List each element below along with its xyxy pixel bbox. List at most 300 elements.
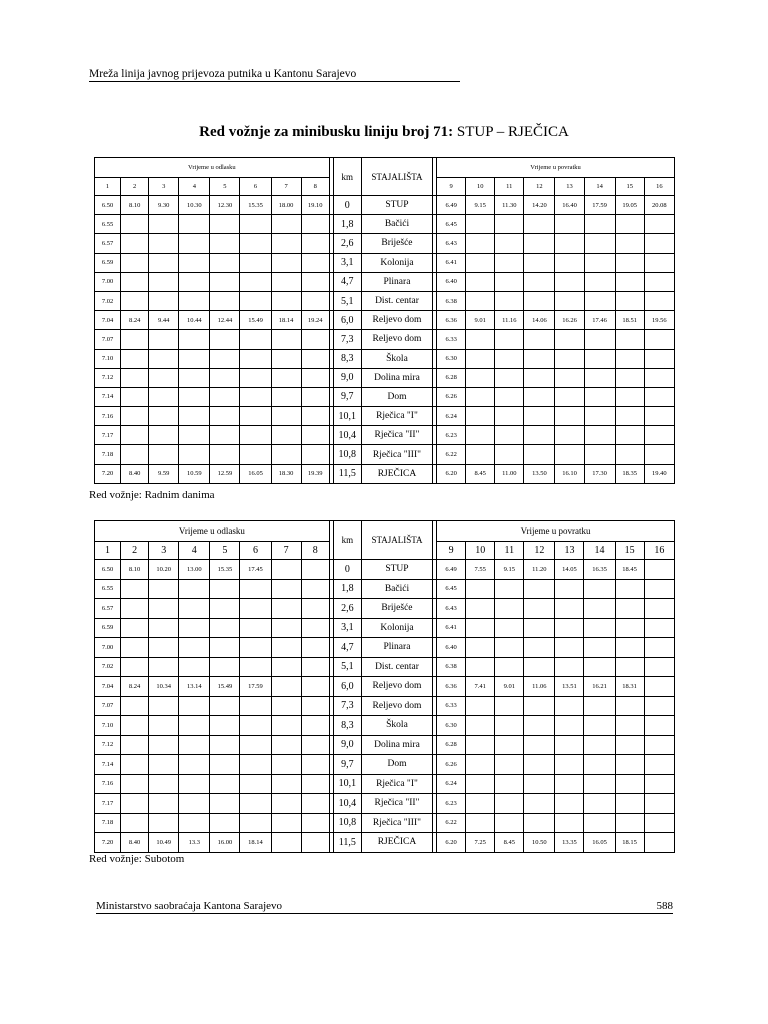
stop-name: RJEČICA [361, 464, 432, 483]
departure-time [301, 599, 329, 619]
departure-time: 8.10 [121, 196, 149, 215]
return-time: 13.50 [524, 464, 555, 483]
departure-col-number: 2 [121, 178, 149, 196]
departure-time: 12.44 [210, 311, 240, 330]
departure-time: 18.30 [271, 464, 301, 483]
return-time [555, 272, 584, 291]
departure-time: 13.00 [179, 560, 210, 580]
km-value: 11,5 [333, 464, 361, 483]
departure-time [271, 426, 301, 445]
return-time: 11.06 [524, 677, 555, 697]
departure-time: 10.20 [149, 560, 179, 580]
stop-name: Reljevo dom [361, 330, 432, 349]
return-time [615, 426, 644, 445]
km-value: 1,8 [333, 579, 361, 599]
return-time [495, 445, 524, 464]
return-time: 6.36 [437, 677, 466, 697]
departure-time [271, 735, 301, 755]
departure-time [210, 445, 240, 464]
departure-time: 15.35 [210, 560, 240, 580]
departure-time [210, 657, 240, 677]
return-time [524, 794, 555, 814]
return-time [555, 696, 584, 716]
document-footer [96, 900, 673, 914]
departure-time [179, 234, 210, 253]
departure-time [271, 579, 301, 599]
departure-time [149, 349, 179, 368]
return-time [495, 579, 524, 599]
departure-time: 10.49 [149, 833, 179, 853]
return-time [615, 215, 644, 234]
departure-time [271, 755, 301, 775]
departure-time [271, 368, 301, 387]
return-col-number: 10 [466, 542, 495, 560]
departure-time [301, 272, 329, 291]
return-time [615, 696, 644, 716]
return-time [466, 774, 495, 794]
return-time [615, 407, 644, 426]
departure-time: 8.24 [121, 677, 149, 697]
return-time [524, 813, 555, 833]
departure-time [179, 755, 210, 775]
return-time: 6.28 [437, 735, 466, 755]
stop-name: Reljevo dom [361, 677, 432, 697]
return-time [615, 638, 644, 658]
departure-time [179, 253, 210, 272]
departure-time [271, 387, 301, 406]
departure-time [301, 774, 329, 794]
departure-time: 7.10 [95, 349, 121, 368]
return-time [644, 349, 674, 368]
km-value: 3,1 [333, 253, 361, 272]
return-time [466, 696, 495, 716]
return-time: 6.24 [437, 407, 466, 426]
departure-time [121, 330, 149, 349]
departure-time [210, 330, 240, 349]
return-time: 6.40 [437, 272, 466, 291]
km-value: 2,6 [333, 234, 361, 253]
return-time [524, 774, 555, 794]
departure-time [271, 253, 301, 272]
departure-time [149, 657, 179, 677]
departure-time [301, 330, 329, 349]
km-value: 10,4 [333, 426, 361, 445]
table-row [95, 330, 675, 349]
return-col-number: 9 [437, 178, 466, 196]
timetable-saturday [94, 520, 675, 853]
departure-time [210, 599, 240, 619]
departure-time [301, 677, 329, 697]
departure-time: 6.57 [95, 234, 121, 253]
return-time: 17.30 [584, 464, 615, 483]
km-value: 10,4 [333, 794, 361, 814]
table-row [95, 349, 675, 368]
km-value: 11,5 [333, 833, 361, 853]
return-time [584, 330, 615, 349]
return-time [555, 349, 584, 368]
return-time [584, 599, 615, 619]
departure-time [240, 813, 271, 833]
departure-time: 8.10 [121, 560, 149, 580]
departure-time [240, 638, 271, 658]
return-time [584, 774, 615, 794]
return-time [466, 599, 495, 619]
return-time: 6.23 [437, 426, 466, 445]
departure-time [301, 253, 329, 272]
departure-time [271, 794, 301, 814]
return-time: 18.51 [615, 311, 644, 330]
return-time [644, 833, 674, 853]
km-value: 5,1 [333, 657, 361, 677]
departure-time: 13.14 [179, 677, 210, 697]
departure-time: 7.14 [95, 755, 121, 775]
stops-header: STAJALIŠTA [361, 521, 432, 560]
return-time [615, 349, 644, 368]
departure-time: 6.55 [95, 215, 121, 234]
return-time [495, 599, 524, 619]
departure-time [149, 234, 179, 253]
table-row [95, 311, 675, 330]
departure-time [271, 215, 301, 234]
return-time [584, 387, 615, 406]
departure-time: 7.02 [95, 657, 121, 677]
departure-time [149, 774, 179, 794]
table-row [95, 599, 675, 619]
stop-name: Rječica "II" [361, 426, 432, 445]
return-time [524, 618, 555, 638]
departure-col-number: 2 [121, 542, 149, 560]
return-time [495, 330, 524, 349]
departure-time: 9.44 [149, 311, 179, 330]
departure-time [301, 445, 329, 464]
departure-time [121, 774, 149, 794]
departure-time: 7.18 [95, 445, 121, 464]
departure-time: 7.00 [95, 272, 121, 291]
km-value: 5,1 [333, 291, 361, 310]
km-value: 10,1 [333, 774, 361, 794]
km-header: km [333, 158, 361, 196]
departure-time [271, 330, 301, 349]
departure-time: 16.05 [240, 464, 271, 483]
departure-time [240, 618, 271, 638]
table-row [95, 813, 675, 833]
departure-time [240, 755, 271, 775]
departure-time [271, 696, 301, 716]
return-time [495, 735, 524, 755]
stop-name: STUP [361, 560, 432, 580]
return-time: 9.15 [495, 560, 524, 580]
return-time [615, 599, 644, 619]
departure-time: 7.18 [95, 813, 121, 833]
return-time [584, 755, 615, 775]
return-time [644, 291, 674, 310]
departure-time [271, 272, 301, 291]
stop-name: Rječica "I" [361, 407, 432, 426]
stop-name: STUP [361, 196, 432, 215]
return-time: 6.26 [437, 387, 466, 406]
departure-time [271, 657, 301, 677]
km-value: 10,1 [333, 407, 361, 426]
table-row [95, 272, 675, 291]
departure-time: 6.57 [95, 599, 121, 619]
departure-col-number: 3 [149, 542, 179, 560]
return-time [466, 794, 495, 814]
departure-time [179, 368, 210, 387]
departure-time: 10.30 [179, 196, 210, 215]
departure-time [210, 234, 240, 253]
return-time: 6.22 [437, 813, 466, 833]
departure-col-number: 4 [179, 178, 210, 196]
departure-time [301, 794, 329, 814]
km-value: 7,3 [333, 696, 361, 716]
return-time: 6.36 [437, 311, 466, 330]
departure-time [149, 407, 179, 426]
table-row [95, 696, 675, 716]
departure-time [301, 215, 329, 234]
departure-time [210, 813, 240, 833]
return-time [555, 735, 584, 755]
departure-time [149, 215, 179, 234]
return-time: 17.59 [584, 196, 615, 215]
page-number: 588 [656, 900, 673, 912]
title-route: STUP – RJEČICA [456, 124, 569, 140]
departure-time [121, 349, 149, 368]
departure-time: 7.02 [95, 291, 121, 310]
return-time: 6.41 [437, 253, 466, 272]
return-col-number: 12 [524, 542, 555, 560]
departure-time [121, 272, 149, 291]
return-time [495, 813, 524, 833]
return-time: 6.26 [437, 755, 466, 775]
stop-name: Dom [361, 387, 432, 406]
return-time [524, 368, 555, 387]
return-time: 6.22 [437, 445, 466, 464]
return-time [466, 234, 495, 253]
departure-time: 7.16 [95, 407, 121, 426]
departure-time [149, 755, 179, 775]
return-time [495, 755, 524, 775]
return-time [555, 813, 584, 833]
departure-time: 6.50 [95, 196, 121, 215]
return-time: 6.41 [437, 618, 466, 638]
table-row [95, 716, 675, 736]
return-time [555, 794, 584, 814]
departure-col-number: 6 [240, 542, 271, 560]
return-time: 6.28 [437, 368, 466, 387]
departure-header: Vrijeme u odlasku [95, 521, 330, 542]
return-time [555, 755, 584, 775]
return-time: 6.43 [437, 234, 466, 253]
table-row [95, 387, 675, 406]
stop-name: Rječica "II" [361, 794, 432, 814]
departure-time [271, 560, 301, 580]
departure-time [121, 291, 149, 310]
return-time [644, 215, 674, 234]
departure-time [210, 426, 240, 445]
return-time [555, 638, 584, 658]
departure-time [210, 696, 240, 716]
return-col-number: 13 [555, 542, 584, 560]
return-time [555, 215, 584, 234]
return-time: 18.15 [615, 833, 644, 853]
departure-time [179, 716, 210, 736]
departure-time [240, 330, 271, 349]
stop-name: Plinara [361, 638, 432, 658]
return-time: 14.20 [524, 196, 555, 215]
departure-time [240, 445, 271, 464]
departure-time [121, 445, 149, 464]
departure-time [179, 445, 210, 464]
timetable-weekdays [94, 157, 675, 484]
return-time: 18.31 [615, 677, 644, 697]
departure-col-number: 1 [95, 542, 121, 560]
return-time: 6.49 [437, 560, 466, 580]
km-value: 4,7 [333, 272, 361, 291]
return-time [615, 387, 644, 406]
departure-time [121, 735, 149, 755]
return-time [644, 272, 674, 291]
return-time [644, 755, 674, 775]
departure-time [301, 638, 329, 658]
return-time: 11.00 [495, 464, 524, 483]
departure-time [149, 291, 179, 310]
table-row [95, 426, 675, 445]
return-time [555, 445, 584, 464]
return-time [495, 794, 524, 814]
departure-time [210, 618, 240, 638]
departure-time: 7.12 [95, 368, 121, 387]
return-time [555, 291, 584, 310]
return-time [524, 426, 555, 445]
return-time [466, 755, 495, 775]
return-time: 16.10 [555, 464, 584, 483]
return-time [524, 735, 555, 755]
table-row [95, 755, 675, 775]
return-time [615, 368, 644, 387]
return-time [644, 638, 674, 658]
return-time [524, 291, 555, 310]
departure-time [240, 599, 271, 619]
return-time [555, 426, 584, 445]
return-time [524, 234, 555, 253]
departure-time [301, 716, 329, 736]
departure-time [240, 696, 271, 716]
departure-col-number: 7 [271, 542, 301, 560]
departure-time: 7.04 [95, 311, 121, 330]
return-time [495, 426, 524, 445]
departure-time [149, 794, 179, 814]
return-time [615, 813, 644, 833]
return-time [615, 755, 644, 775]
stop-name: Reljevo dom [361, 311, 432, 330]
return-col-number: 16 [644, 542, 674, 560]
return-time [584, 291, 615, 310]
stop-name: RJEČICA [361, 833, 432, 853]
return-time: 6.43 [437, 599, 466, 619]
return-time [644, 579, 674, 599]
departure-time [271, 291, 301, 310]
return-time: 6.33 [437, 330, 466, 349]
departure-time [301, 696, 329, 716]
return-time [555, 579, 584, 599]
return-time [495, 349, 524, 368]
return-time [584, 813, 615, 833]
return-time [644, 253, 674, 272]
departure-time: 7.07 [95, 696, 121, 716]
departure-time [179, 426, 210, 445]
departure-time [271, 407, 301, 426]
return-time [495, 638, 524, 658]
departure-time [121, 253, 149, 272]
departure-time [240, 291, 271, 310]
return-col-number: 9 [437, 542, 466, 560]
return-time: 17.46 [584, 311, 615, 330]
return-time [524, 253, 555, 272]
departure-time: 15.35 [240, 196, 271, 215]
departure-time [271, 677, 301, 697]
stop-name: Dolina mira [361, 368, 432, 387]
return-time: 6.49 [437, 196, 466, 215]
departure-time [301, 387, 329, 406]
km-value: 6,0 [333, 311, 361, 330]
stop-name: Rječica "III" [361, 813, 432, 833]
return-time [644, 560, 674, 580]
stop-name: Kolonija [361, 253, 432, 272]
return-time: 6.33 [437, 696, 466, 716]
return-time: 11.30 [495, 196, 524, 215]
table-row [95, 677, 675, 697]
departure-time [149, 618, 179, 638]
departure-time: 18.00 [271, 196, 301, 215]
return-time [524, 579, 555, 599]
departure-time [179, 291, 210, 310]
return-time [615, 618, 644, 638]
return-time: 7.55 [466, 560, 495, 580]
departure-time: 19.39 [301, 464, 329, 483]
table-row [95, 253, 675, 272]
departure-time: 16.00 [210, 833, 240, 853]
km-value: 8,3 [333, 349, 361, 368]
return-time [615, 794, 644, 814]
departure-time [271, 638, 301, 658]
return-time [584, 638, 615, 658]
return-time: 16.05 [584, 833, 615, 853]
table-row [95, 560, 675, 580]
stop-name: Reljevo dom [361, 696, 432, 716]
table-row [95, 794, 675, 814]
return-time: 19.05 [615, 196, 644, 215]
return-time [615, 579, 644, 599]
return-time [466, 407, 495, 426]
return-time [466, 387, 495, 406]
departure-time: 7.10 [95, 716, 121, 736]
return-time [644, 445, 674, 464]
departure-time: 8.40 [121, 833, 149, 853]
departure-time: 9.30 [149, 196, 179, 215]
departure-time [271, 833, 301, 853]
departure-time: 7.16 [95, 774, 121, 794]
stop-name: Bačići [361, 579, 432, 599]
table-row [95, 833, 675, 853]
return-time [644, 774, 674, 794]
return-time [555, 368, 584, 387]
departure-time [179, 813, 210, 833]
return-time [584, 579, 615, 599]
return-header: Vrijeme u povratku [437, 158, 675, 178]
table-row [95, 196, 675, 215]
departure-time: 10.59 [179, 464, 210, 483]
return-time [644, 330, 674, 349]
